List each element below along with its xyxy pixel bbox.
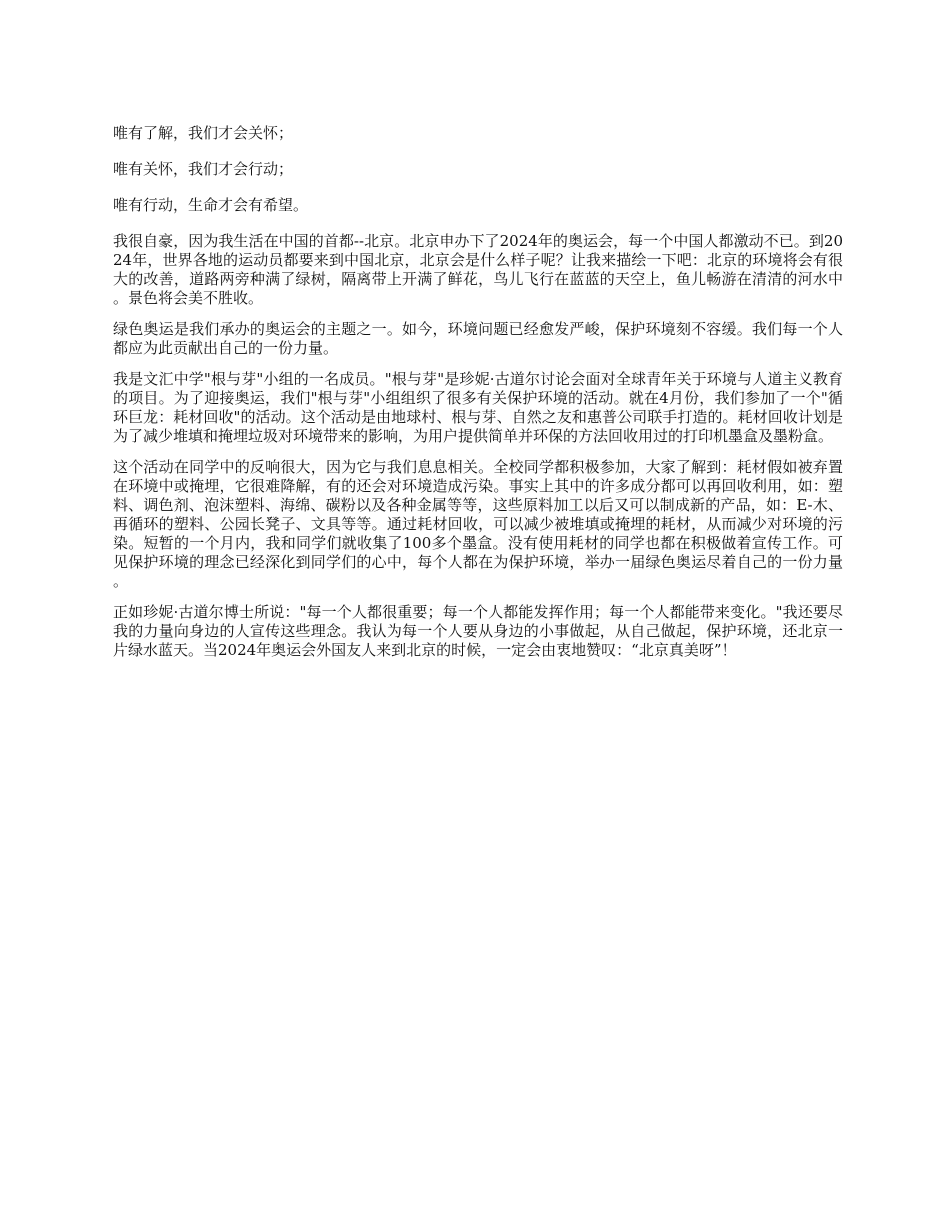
document-body [113,124,843,672]
paragraph-recycling-activity: 这个活动在同学中的反响很大，因为它与我们息息相关。全校同学都积极参加，大家了解到：耗材假如被弃置在环境中或掩埋，它很难降解，有的还会对环境造成污染。事实上其中的许多成分都可以再回收利用，如：塑料、调色剂、泡沫塑料、海绵、碳粉以及各种金属等等，这些原料加工以后又可以制成新的产品，如：E-木、再循环的塑料、公园长凳子、文具等等。通过耗材回收，可以减少被堆填或掩埋的耗材，从而减少对环境的污染。短暂的一个月内，我和同学们就收集了100多个墨盒。没有使用耗材的同学也都在积极做着宣传工作。可见保护环境的理念已经深化到同学们的心中，每个人都在为保护环境，举办一届绿色奥运尽着自己的一份力量。 [113,458,843,590]
paragraph-beijing-pride: 我很自豪，因为我生活在中国的首都--北京。北京申办下了2024年的奥运会，每一个中国人都激动不已。到2024年，世界各地的运动员都要来到中国北京，北京会是什么样子呢？让我来描绘一下吧：北京的环境将会有很大的改善，道路两旁种满了绿树，隔离带上开满了鲜花，鸟儿飞行在蓝蓝的天空上，鱼儿畅游在清清的河水中。景色将会美不胜收。 [113,232,843,307]
paragraph-roots-and-shoots: 我是文汇中学"根与芽"小组的一名成员。"根与芽"是珍妮·古道尔讨论会面对全球青年关于环境与人道主义教育的项目。为了迎接奥运，我们"根与芽"小组组织了很多有关保护环境的活动。就在4月份，我们参加了一个"循环巨龙：耗材回收"的活动。这个活动是由地球村、根与芽、自然之友和惠普公司联手打造的。耗材回收计划是为了减少堆填和掩埋垃圾对环境带来的影响，为用户提供简单并环保的方法回收用过的打印机墨盒及墨粉盒。 [113,370,843,445]
paragraph-caring: 唯有关怀，我们才会行动； [113,160,294,178]
paragraph-action: 唯有行动，生命才会有希望。 [113,196,309,214]
paragraph-conclusion: 正如珍妮·古道尔博士所说："每一个人都很重要；每一个人都能发挥作用；每一个人都能带来变化。"我还要尽我的力量向身边的人宣传这些理念。我认为每一个人要从身边的小事做起，从自己做起，保护环境，还北京一片绿水蓝天。当2024年奥运会外国友人来到北京的时候，一定会由衷地赞叹：“北京真美呀”！ [113,603,843,659]
paragraph-understanding: 唯有了解，我们才会关怀； [113,124,294,142]
paragraph-green-olympics: 绿色奥运是我们承办的奥运会的主题之一。如今，环境问题已经愈发严峻，保护环境刻不容缓。我们每一个人都应为此贡献出自己的一份力量。 [113,320,843,357]
